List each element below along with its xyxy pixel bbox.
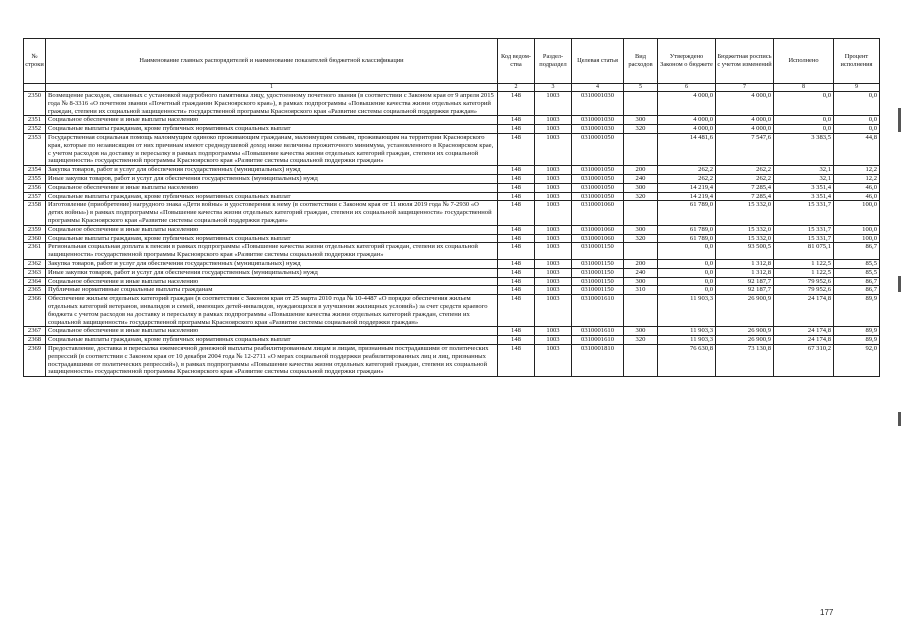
table-row [24, 133, 880, 165]
approved-amount-cell: 11 903,3 [658, 295, 716, 327]
approved-amount-cell: 14 481,6 [658, 133, 716, 165]
budget-schedule-cell: 26 900,9 [716, 327, 774, 336]
approved-amount-cell: 0,0 [658, 243, 716, 260]
executed-amount-cell: 1 122,5 [774, 268, 834, 277]
header-budget-schedule: Бюджетная роспись с учетом изменений [716, 39, 774, 84]
approved-amount-cell: 4 000,0 [658, 116, 716, 125]
row-number-cell: 2358 [24, 201, 46, 225]
approved-amount-cell: 0,0 [658, 259, 716, 268]
approved-amount-cell: 11 903,3 [658, 336, 716, 345]
dept-code-cell: 148 [498, 259, 535, 268]
header-dept-code: Код ведом- ства [498, 39, 535, 84]
indicator-name-cell: Социальные выплаты гражданам, кроме публичных нормативных социальных выплат [46, 234, 498, 243]
section-cell: 1003 [535, 243, 572, 260]
row-number-cell: 2357 [24, 192, 46, 201]
percent-cell: 89,9 [834, 327, 880, 336]
row-number-cell: 2352 [24, 125, 46, 134]
executed-amount-cell: 3 351,4 [774, 183, 834, 192]
executed-amount-cell: 0,0 [774, 125, 834, 134]
section-cell: 1003 [535, 192, 572, 201]
budget-schedule-cell: 26 900,9 [716, 336, 774, 345]
indicator-name-cell: Иные закупки товаров, работ и услуг для обеспечения государственных (муниципальных) нужд [46, 268, 498, 277]
budget-schedule-cell: 92 187,7 [716, 286, 774, 295]
percent-cell: 100,0 [834, 225, 880, 234]
approved-amount-cell: 61 789,0 [658, 225, 716, 234]
target-article-cell: 0310001050 [572, 166, 624, 175]
executed-amount-cell: 3 351,4 [774, 192, 834, 201]
column-number: 9 [834, 84, 880, 92]
approved-amount-cell: 76 630,8 [658, 344, 716, 376]
dept-code-cell: 148 [498, 174, 535, 183]
margin-mark [898, 276, 901, 292]
dept-code-cell: 148 [498, 125, 535, 134]
executed-amount-cell: 24 174,8 [774, 327, 834, 336]
target-article-cell: 0310001610 [572, 295, 624, 327]
header-row-no: № строки [24, 39, 46, 84]
table-row [24, 234, 880, 243]
row-number-cell: 2366 [24, 295, 46, 327]
row-number-cell: 2361 [24, 243, 46, 260]
section-cell: 1003 [535, 225, 572, 234]
table-row [24, 201, 880, 225]
expense-type-cell: 320 [624, 336, 658, 345]
table-body [24, 92, 880, 377]
target-article-cell: 0310001150 [572, 243, 624, 260]
dept-code-cell: 148 [498, 201, 535, 225]
row-number-cell: 2363 [24, 268, 46, 277]
expense-type-cell [624, 295, 658, 327]
dept-code-cell: 148 [498, 192, 535, 201]
target-article-cell: 0310001150 [572, 268, 624, 277]
target-article-cell: 0310001610 [572, 336, 624, 345]
dept-code-cell: 148 [498, 166, 535, 175]
header-executed: Исполнено [774, 39, 834, 84]
percent-cell: 0,0 [834, 116, 880, 125]
header-section: Раздел- подраздел [535, 39, 572, 84]
section-cell: 1003 [535, 92, 572, 116]
budget-schedule-cell: 4 000,0 [716, 125, 774, 134]
executed-amount-cell: 32,1 [774, 166, 834, 175]
dept-code-cell: 148 [498, 225, 535, 234]
section-cell: 1003 [535, 116, 572, 125]
expense-type-cell: 300 [624, 183, 658, 192]
percent-cell: 12,2 [834, 166, 880, 175]
budget-schedule-cell: 262,2 [716, 174, 774, 183]
expense-type-cell [624, 92, 658, 116]
executed-amount-cell: 32,1 [774, 174, 834, 183]
approved-amount-cell: 0,0 [658, 286, 716, 295]
header-row [24, 39, 880, 84]
target-article-cell: 0310001060 [572, 234, 624, 243]
dept-code-cell: 148 [498, 133, 535, 165]
percent-cell: 44,8 [834, 133, 880, 165]
dept-code-cell: 148 [498, 336, 535, 345]
indicator-name-cell: Социальное обеспечение и иные выплаты населению [46, 116, 498, 125]
table-row [24, 336, 880, 345]
dept-code-cell: 148 [498, 268, 535, 277]
expense-type-cell: 300 [624, 327, 658, 336]
indicator-name-cell: Социальное обеспечение и иные выплаты населению [46, 327, 498, 336]
section-cell: 1003 [535, 327, 572, 336]
dept-code-cell: 148 [498, 234, 535, 243]
table-row [24, 166, 880, 175]
row-number-cell: 2365 [24, 286, 46, 295]
indicator-name-cell: Социальные выплаты гражданам, кроме публичных нормативных социальных выплат [46, 336, 498, 345]
expense-type-cell: 300 [624, 225, 658, 234]
column-number-row [24, 84, 880, 92]
header-approved: Утверждено Законом о бюджете [658, 39, 716, 84]
expense-type-cell [624, 243, 658, 260]
approved-amount-cell: 61 789,0 [658, 201, 716, 225]
row-number-cell: 2364 [24, 277, 46, 286]
approved-amount-cell: 0,0 [658, 277, 716, 286]
approved-amount-cell: 4 000,0 [658, 92, 716, 116]
column-number: 4 [572, 84, 624, 92]
expense-type-cell: 320 [624, 234, 658, 243]
percent-cell: 85,5 [834, 259, 880, 268]
row-number-cell: 2369 [24, 344, 46, 376]
row-number-cell: 2350 [24, 92, 46, 116]
table-row [24, 268, 880, 277]
executed-amount-cell: 1 122,5 [774, 259, 834, 268]
expense-type-cell [624, 133, 658, 165]
budget-schedule-cell: 262,2 [716, 166, 774, 175]
percent-cell: 86,7 [834, 286, 880, 295]
target-article-cell: 0310001050 [572, 174, 624, 183]
row-number-cell: 2356 [24, 183, 46, 192]
approved-amount-cell: 262,2 [658, 166, 716, 175]
percent-cell: 89,9 [834, 295, 880, 327]
indicator-name-cell: Социальные выплаты гражданам, кроме публичных нормативных социальных выплат [46, 125, 498, 134]
header-target-article: Целевая статья [572, 39, 624, 84]
approved-amount-cell: 11 903,3 [658, 327, 716, 336]
approved-amount-cell: 262,2 [658, 174, 716, 183]
target-article-cell: 0310001030 [572, 92, 624, 116]
column-number: 8 [774, 84, 834, 92]
row-number-cell: 2368 [24, 336, 46, 345]
section-cell: 1003 [535, 166, 572, 175]
section-cell: 1003 [535, 277, 572, 286]
indicator-name-cell: Публичные нормативные социальные выплаты гражданам [46, 286, 498, 295]
section-cell: 1003 [535, 133, 572, 165]
table-row [24, 344, 880, 376]
header-percent: Процент исполнения [834, 39, 880, 84]
section-cell: 1003 [535, 344, 572, 376]
budget-schedule-cell: 7 547,6 [716, 133, 774, 165]
table-row [24, 225, 880, 234]
row-number-cell: 2359 [24, 225, 46, 234]
executed-amount-cell: 79 952,6 [774, 286, 834, 295]
section-cell: 1003 [535, 268, 572, 277]
budget-schedule-cell: 26 900,9 [716, 295, 774, 327]
executed-amount-cell: 15 331,7 [774, 201, 834, 225]
section-cell: 1003 [535, 234, 572, 243]
margin-mark [898, 108, 901, 132]
percent-cell: 86,7 [834, 277, 880, 286]
executed-amount-cell: 24 174,8 [774, 336, 834, 345]
column-number: 5 [624, 84, 658, 92]
percent-cell: 86,7 [834, 243, 880, 260]
expense-type-cell: 320 [624, 125, 658, 134]
budget-schedule-cell: 15 332,0 [716, 234, 774, 243]
target-article-cell: 0310001810 [572, 344, 624, 376]
approved-amount-cell: 61 789,0 [658, 234, 716, 243]
dept-code-cell: 148 [498, 183, 535, 192]
row-number-cell: 2362 [24, 259, 46, 268]
row-number-cell: 2351 [24, 116, 46, 125]
indicator-name-cell: Социальные выплаты гражданам, кроме публичных нормативных социальных выплат [46, 192, 498, 201]
executed-amount-cell: 79 952,6 [774, 277, 834, 286]
table-row [24, 277, 880, 286]
column-number: 7 [716, 84, 774, 92]
percent-cell: 46,0 [834, 192, 880, 201]
section-cell: 1003 [535, 286, 572, 295]
target-article-cell: 0310001050 [572, 133, 624, 165]
indicator-name-cell: Возмещение расходов, связанных с установкой надгробного памятника лицу, удостоенному почетного звания (в соответствии с Законом края от 9 апреля 2015 года № 8-3316 «О почетном звании «Почетный гражданин Красноярского края»), в рамках подпрограммы «Повышение качества жизни отдельных категорий граждан, степени их социальной защищенности» государственной программы Красноярского края «Развитие системы социальной поддержки граждан» [46, 92, 498, 116]
column-number: 6 [658, 84, 716, 92]
indicator-name-cell: Социальное обеспечение и иные выплаты населению [46, 183, 498, 192]
percent-cell: 100,0 [834, 201, 880, 225]
approved-amount-cell: 0,0 [658, 268, 716, 277]
section-cell: 1003 [535, 295, 572, 327]
budget-schedule-cell: 4 000,0 [716, 116, 774, 125]
indicator-name-cell: Изготовление (приобретение) нагрудного знака «Дети войны» и удостоверения к нему (в соответствии с Законом края от 11 июля 2019 года № 7-2930 «О детях войны») в рамках подпрограммы «Повышение качества жизни отдельных категорий граждан, степени их социальной защищенности» государственной программы Красноярского края «Развитие системы социальной поддержки граждан» [46, 201, 498, 225]
expense-type-cell: 200 [624, 259, 658, 268]
table-header [24, 39, 880, 92]
indicator-name-cell: Закупка товаров, работ и услуг для обеспечения государственных (муниципальных) нужд [46, 166, 498, 175]
dept-code-cell: 148 [498, 116, 535, 125]
expense-type-cell: 320 [624, 192, 658, 201]
budget-schedule-cell: 92 187,7 [716, 277, 774, 286]
approved-amount-cell: 14 219,4 [658, 183, 716, 192]
percent-cell: 0,0 [834, 92, 880, 116]
executed-amount-cell: 15 331,7 [774, 234, 834, 243]
dept-code-cell: 148 [498, 327, 535, 336]
approved-amount-cell: 14 219,4 [658, 192, 716, 201]
percent-cell: 46,0 [834, 183, 880, 192]
margin-mark [898, 412, 901, 426]
target-article-cell: 0310001060 [572, 225, 624, 234]
target-article-cell: 0310001050 [572, 183, 624, 192]
expense-type-cell: 200 [624, 166, 658, 175]
indicator-name-cell: Государственная социальная помощь малоимущим одиноко проживающим гражданам, малоимущим семьям, проживающим на территории Красноярского края, которые по независящим от них причинам имеют среднедушевой доход ниже величины прожиточного минимума, установленного в Красноярском крае, с учетом расходов на доставку и пересылку в рамках подпрограммы «Повышение качества жизни отдельных категорий граждан, степени их социальной защищенности» государственной программы Красноярского края «Развитие системы социальной поддержки граждан» [46, 133, 498, 165]
expense-type-cell [624, 201, 658, 225]
budget-execution-table [23, 38, 880, 377]
executed-amount-cell: 0,0 [774, 116, 834, 125]
budget-schedule-cell: 73 130,8 [716, 344, 774, 376]
target-article-cell: 0310001050 [572, 192, 624, 201]
column-number: 1 [46, 84, 498, 92]
indicator-name-cell: Социальное обеспечение и иные выплаты населению [46, 225, 498, 234]
header-name: Наименование главных распорядителей и наименование показателей бюджетной классификации [46, 39, 498, 84]
table-row [24, 243, 880, 260]
section-cell: 1003 [535, 201, 572, 225]
row-number-cell: 2360 [24, 234, 46, 243]
percent-cell: 89,9 [834, 336, 880, 345]
percent-cell: 85,5 [834, 268, 880, 277]
budget-schedule-cell: 15 332,0 [716, 201, 774, 225]
row-number-cell: 2355 [24, 174, 46, 183]
dept-code-cell: 148 [498, 344, 535, 376]
row-number-cell: 2354 [24, 166, 46, 175]
section-cell: 1003 [535, 183, 572, 192]
executed-amount-cell: 0,0 [774, 92, 834, 116]
table-row [24, 125, 880, 134]
page-number: 177 [820, 608, 834, 617]
target-article-cell: 0310001030 [572, 125, 624, 134]
target-article-cell: 0310001610 [572, 327, 624, 336]
executed-amount-cell: 67 310,2 [774, 344, 834, 376]
section-cell: 1003 [535, 336, 572, 345]
section-cell: 1003 [535, 125, 572, 134]
percent-cell: 100,0 [834, 234, 880, 243]
indicator-name-cell: Иные закупки товаров, работ и услуг для обеспечения государственных (муниципальных) нужд [46, 174, 498, 183]
target-article-cell: 0310001150 [572, 259, 624, 268]
budget-schedule-cell: 1 312,8 [716, 268, 774, 277]
target-article-cell: 0310001060 [572, 201, 624, 225]
row-number-cell: 2353 [24, 133, 46, 165]
indicator-name-cell: Закупка товаров, работ и услуг для обеспечения государственных (муниципальных) нужд [46, 259, 498, 268]
executed-amount-cell: 81 075,1 [774, 243, 834, 260]
dept-code-cell: 148 [498, 243, 535, 260]
column-number [24, 84, 46, 92]
expense-type-cell [624, 344, 658, 376]
target-article-cell: 0310001150 [572, 286, 624, 295]
table-row [24, 183, 880, 192]
header-expense-type: Вид расходов [624, 39, 658, 84]
column-number: 2 [498, 84, 535, 92]
table-row [24, 192, 880, 201]
table-row [24, 295, 880, 327]
expense-type-cell: 300 [624, 277, 658, 286]
budget-schedule-cell: 4 000,0 [716, 92, 774, 116]
dept-code-cell: 148 [498, 277, 535, 286]
budget-schedule-cell: 7 285,4 [716, 183, 774, 192]
percent-cell: 92,0 [834, 344, 880, 376]
row-number-cell: 2367 [24, 327, 46, 336]
table-row [24, 286, 880, 295]
expense-type-cell: 310 [624, 286, 658, 295]
executed-amount-cell: 3 383,5 [774, 133, 834, 165]
indicator-name-cell: Обеспечение жильем отдельных категорий граждан (в соответствии с Законом края от 25 марта 2010 года № 10-4487 «О порядке обеспечения жильем отдельных категорий ветеранов, инвалидов и семей, имеющих детей-инвалидов, нуждающихся в улучшении жилищных условий») за счет средств краевого бюджета с учетом расходов на доставку и пересылку в рамках подпрограммы «Повышение качества жизни отдельных категорий граждан, степени их социальной защищенности» государственной программы Красноярского края «Развитие системы социальной поддержки граждан» [46, 295, 498, 327]
budget-schedule-cell: 1 312,8 [716, 259, 774, 268]
table-row [24, 116, 880, 125]
budget-schedule-cell: 15 332,0 [716, 225, 774, 234]
expense-type-cell: 240 [624, 174, 658, 183]
percent-cell: 0,0 [834, 125, 880, 134]
expense-type-cell: 300 [624, 116, 658, 125]
executed-amount-cell: 24 174,8 [774, 295, 834, 327]
dept-code-cell: 148 [498, 286, 535, 295]
column-number: 3 [535, 84, 572, 92]
target-article-cell: 0310001030 [572, 116, 624, 125]
table-row [24, 327, 880, 336]
budget-schedule-cell: 93 500,5 [716, 243, 774, 260]
indicator-name-cell: Региональная социальная доплата к пенсии в рамках подпрограммы «Повышение качества жизни отдельных категорий граждан, степени их социальной защищенности» государственной программы Красноярского края «Развитие системы социальной поддержки граждан» [46, 243, 498, 260]
target-article-cell: 0310001150 [572, 277, 624, 286]
indicator-name-cell: Предоставление, доставка и пересылка ежемесячной денежной выплаты реабилитированным лицам и лицам, признанным пострадавшими от политических репрессий (в соответствии с Законом края от 10 декабря 2004 года № 12-2711 «О мерах социальной поддержки реабилитированных лиц и лиц, признанных пострадавшими от политических репрессий»), в рамках подпрограммы «Повышение качества жизни отдельных категорий граждан, степени их социальной защищенности» государственной программы Красноярского края «Развитие системы социальной поддержки граждан» [46, 344, 498, 376]
indicator-name-cell: Социальное обеспечение и иные выплаты населению [46, 277, 498, 286]
section-cell: 1003 [535, 259, 572, 268]
table-row [24, 174, 880, 183]
table-row [24, 92, 880, 116]
executed-amount-cell: 15 331,7 [774, 225, 834, 234]
expense-type-cell: 240 [624, 268, 658, 277]
dept-code-cell: 148 [498, 92, 535, 116]
dept-code-cell: 148 [498, 295, 535, 327]
budget-schedule-cell: 7 285,4 [716, 192, 774, 201]
table-row [24, 259, 880, 268]
approved-amount-cell: 4 000,0 [658, 125, 716, 134]
percent-cell: 12,2 [834, 174, 880, 183]
section-cell: 1003 [535, 174, 572, 183]
